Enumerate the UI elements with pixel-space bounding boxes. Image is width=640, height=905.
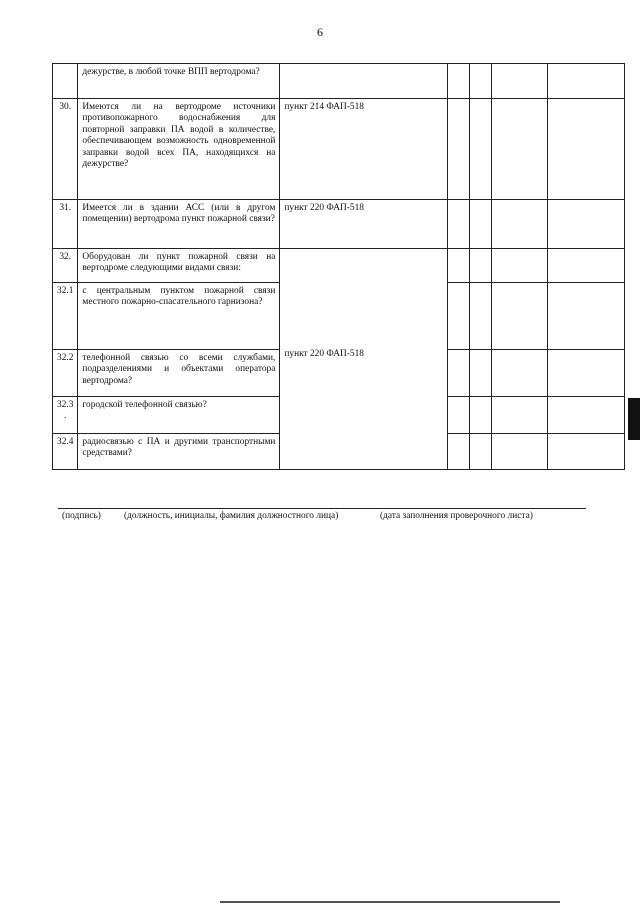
question-text: радиосвязью с ПА и другими транспортными средствами? — [78, 434, 280, 470]
answer-yes-cell[interactable] — [448, 434, 470, 470]
comment-cell[interactable] — [548, 434, 625, 470]
answer-yes-cell[interactable] — [448, 64, 470, 99]
table-row — [53, 99, 625, 200]
answer-na-cell[interactable] — [492, 283, 548, 350]
reference-text: пункт 214 ФАП-518 — [280, 99, 448, 200]
answer-no-cell[interactable] — [470, 283, 492, 350]
question-text: дежурстве, в любой точке ВПП вертодрома? — [78, 64, 280, 99]
row-number: 32.1 — [53, 283, 78, 350]
comment-cell[interactable] — [548, 99, 625, 200]
signature-line — [58, 508, 586, 509]
page-number: 6 — [317, 25, 323, 39]
answer-yes-cell[interactable] — [448, 200, 470, 249]
question-text: Имеется ли в здании АСС (или в другом помещении) вертодрома пункт пожарной связи? — [78, 200, 280, 249]
comment-cell[interactable] — [548, 350, 625, 397]
answer-no-cell[interactable] — [470, 64, 492, 99]
row-number: 31. — [53, 200, 78, 249]
row-number: 30. — [53, 99, 78, 200]
answer-yes-cell[interactable] — [448, 283, 470, 350]
answer-na-cell[interactable] — [492, 200, 548, 249]
answer-yes-cell[interactable] — [448, 397, 470, 434]
checklist-table — [52, 63, 625, 470]
scan-edge-mark — [628, 398, 640, 440]
answer-no-cell[interactable] — [470, 99, 492, 200]
row-number: 32.3 . — [53, 397, 78, 434]
answer-yes-cell[interactable] — [448, 350, 470, 397]
answer-no-cell[interactable] — [470, 249, 492, 283]
comment-cell[interactable] — [548, 283, 625, 350]
row-number: 32.4 — [53, 434, 78, 470]
answer-no-cell[interactable] — [470, 200, 492, 249]
row-number: 32.2 — [53, 350, 78, 397]
answer-yes-cell[interactable] — [448, 99, 470, 200]
comment-cell[interactable] — [548, 64, 625, 99]
table-row — [53, 64, 625, 99]
question-text: телефонной связью со всеми службами, подразделениями и объектами оператора вертодрома? — [78, 350, 280, 397]
reference-text: пункт 220 ФАП-518 — [280, 249, 448, 470]
question-text: Имеются ли на вертодроме источники противопожарного водоснабжения для повторной заправки ПА водой в количестве, обеспечивающем возможность одновременной заправки водой всех ПА, находящихся на дежурстве? — [78, 99, 280, 200]
row-number: 32. — [53, 249, 78, 283]
question-text: городской телефонной связью? — [78, 397, 280, 434]
comment-cell[interactable] — [548, 200, 625, 249]
question-text: Оборудован ли пункт пожарной связи на вертодроме следующими видами связи: — [78, 249, 280, 283]
answer-na-cell[interactable] — [492, 434, 548, 470]
comment-cell[interactable] — [548, 397, 625, 434]
answer-no-cell[interactable] — [470, 350, 492, 397]
scan-bottom-line — [220, 901, 560, 903]
answer-na-cell[interactable] — [492, 64, 548, 99]
signature-label: (подпись) — [62, 511, 101, 521]
fill-date-label: (дата заполнения проверочного листа) — [380, 511, 533, 521]
answer-no-cell[interactable] — [470, 397, 492, 434]
reference-text — [280, 64, 448, 99]
answer-na-cell[interactable] — [492, 397, 548, 434]
answer-no-cell[interactable] — [470, 434, 492, 470]
answer-na-cell[interactable] — [492, 249, 548, 283]
answer-na-cell[interactable] — [492, 99, 548, 200]
comment-cell[interactable] — [548, 249, 625, 283]
table-row — [53, 200, 625, 249]
official-name-label: (должность, инициалы, фамилия должностного лица) — [124, 511, 339, 521]
question-text: с центральным пунктом пожарной связи местного пожарно-спасательного гарнизона? — [78, 283, 280, 350]
table-row — [53, 249, 625, 283]
row-number — [53, 64, 78, 99]
answer-na-cell[interactable] — [492, 350, 548, 397]
reference-text: пункт 220 ФАП-518 — [280, 200, 448, 249]
answer-yes-cell[interactable] — [448, 249, 470, 283]
